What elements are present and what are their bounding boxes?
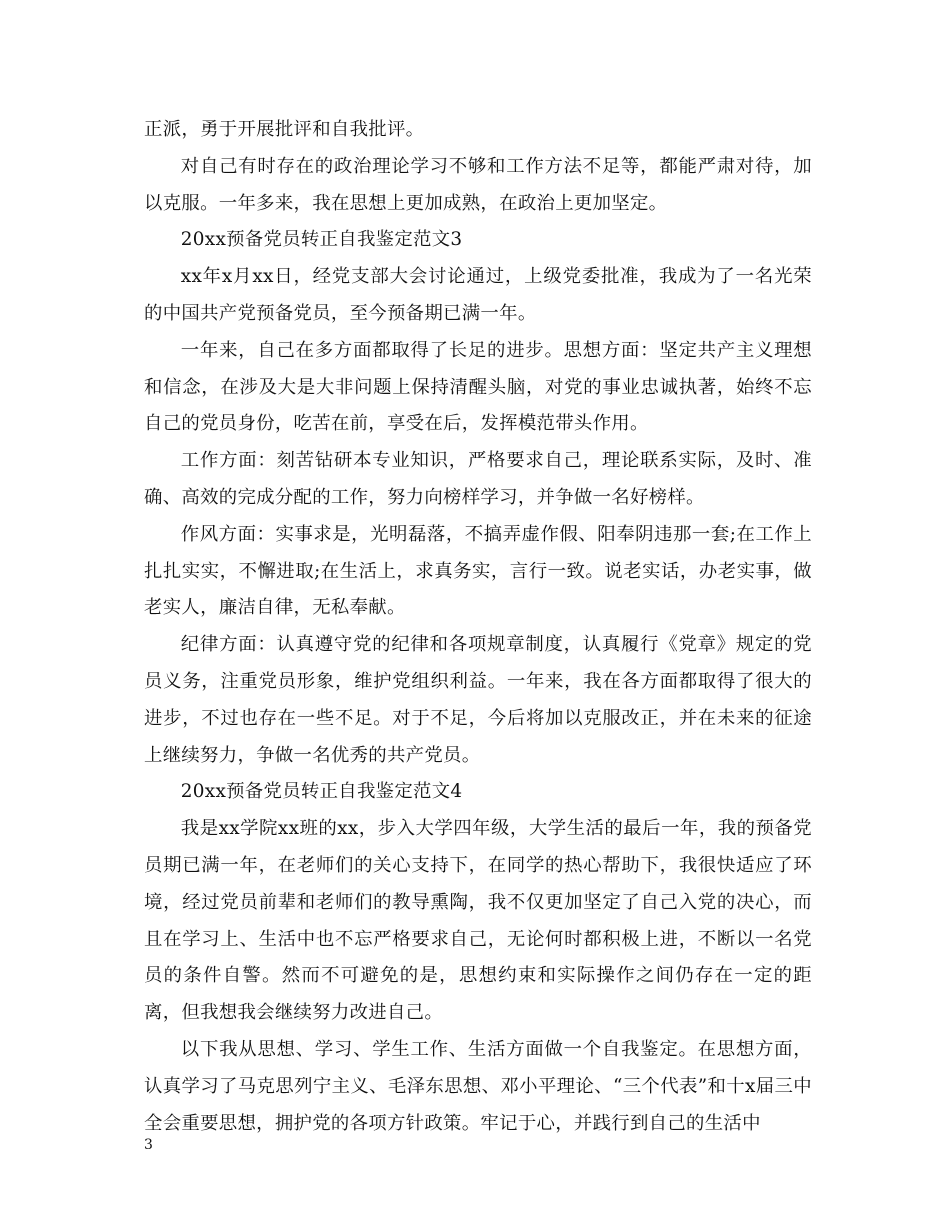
paragraph: 正派，勇于开展批评和自我批评。 — [144, 119, 425, 140]
paragraph: 以下我从思想、学习、学生工作、生活方面做一个自我鉴定。在思想方面，认真学习了马克思列宁主义、毛泽东思想、邓小平理论、“三个代表”和十x届三中全会重要思想，拥护党的各项方针政策。牢记于心，并践行到自己的生活中 — [144, 1038, 812, 1134]
paragraph: 我是xx学院xx班的xx，步入大学四年级，大学生活的最后一年，我的预备党员期已满一年，在老师们的关心支持下，在同学的热心帮助下，我很快适应了环境，经过党员前辈和老师们的教导熏陶，我不仅更加坚定了自己入党的决心，而且在学习上、生活中也不忘严格要求自己，无论何时都积极上进，不断以一名党员的条件自警。然而不可避免的是，思想约束和实际操作之间仍存在一定的距离，但我想我会继续努力改进自己。 — [144, 818, 812, 1024]
section-heading: 20xx预备党员转正自我鉴定范文3 — [180, 229, 463, 251]
paragraph: 作风方面：实事求是，光明磊落，不搞弄虚作假、阳奉阴违那一套;在工作上扎扎实实，不懈进取;在生活上，求真务实，言行一致。说老实话，办老实事，做老实人，廉洁自律，无私奉献。 — [144, 523, 812, 619]
paragraph: 纪律方面：认真遵守党的纪律和各项规章制度，认真履行《党章》规定的党员义务，注重党员形象，维护党组织利益。一年来，我在各方面都取得了很大的进步，不过也存在一些不足。对于不足，今后将加以克服改正，并在未来的征途上继续努力，争做一名优秀的共产党员。 — [144, 634, 812, 766]
paragraph: 工作方面：刻苦钻研本专业知识，严格要求自己，理论联系实际，及时、准确、高效的完成分配的工作，努力向榜样学习，并争做一名好榜样。 — [144, 450, 812, 508]
paragraph: 一年来，自己在多方面都取得了长足的进步。思想方面：坚定共产主义理想和信念，在涉及大是大非问题上保持清醒头脑，对党的事业忠诚执著，始终不忘自己的党员身份，吃苦在前，享受在后，发挥模范带头作用。 — [144, 339, 812, 435]
paragraph: 对自己有时存在的政治理论学习不够和工作方法不足等，都能严肃对待，加以克服。一年多来，我在思想上更加成熟，在政治上更加坚定。 — [144, 155, 812, 214]
section-heading: 20xx预备党员转正自我鉴定范文4 — [180, 781, 463, 803]
page-number: 3 — [144, 1137, 153, 1153]
document-body — [144, 112, 812, 1142]
paragraph: xx年x月xx日，经党支部大会讨论通过，上级党委批准，我成为了一名光荣的中国共产党预备党员，至今预备期已满一年。 — [144, 266, 812, 324]
